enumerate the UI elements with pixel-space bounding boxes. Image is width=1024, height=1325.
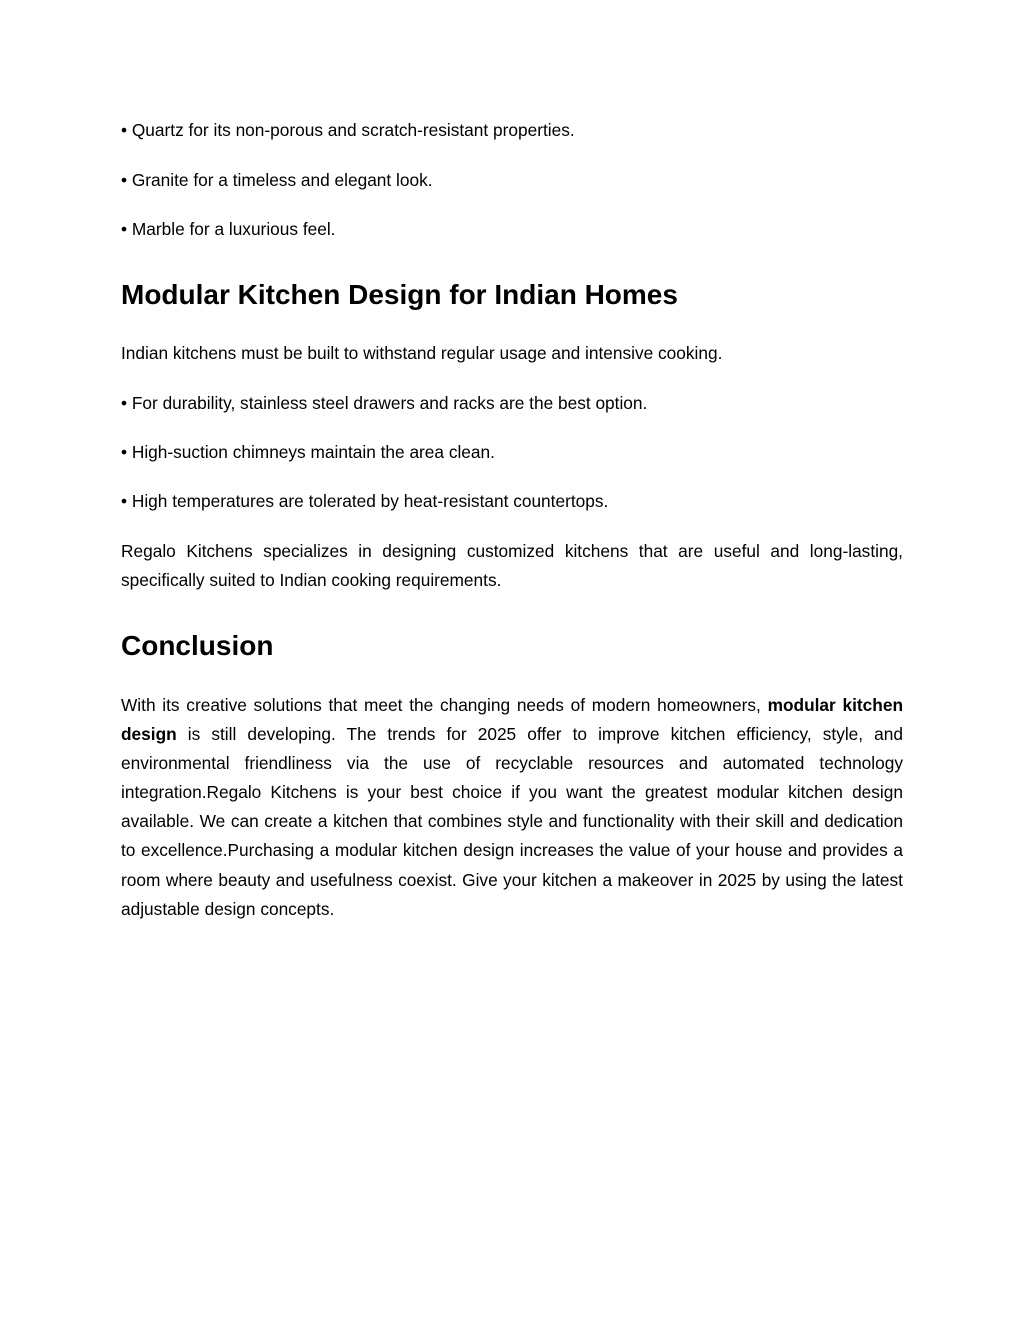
conclusion-text-end: is still developing. The trends for 2025 offer to improve kitchen efficiency, style, and environmental friendliness via the use of recyclable resources and automated technology integration.Regalo Kitchens is your best choice if you want the greatest modular kitchen design available. We can create a kitchen that combines style and functionality with their skill and dedication to excellence.Purchasing a modular kitchen design increases the value of your house and provides a room where beauty and usefulness coexist. Give your kitchen a makeover in 2025 by using the latest adjustable design concepts. xyxy=(121,724,903,919)
indian-homes-intro: Indian kitchens must be built to withstand regular usage and intensive cooking. xyxy=(121,343,723,363)
conclusion-text-start: With its creative solutions that meet the changing needs of modern homeowners, xyxy=(121,695,768,715)
countertop-bullet-quartz: • Quartz for its non-porous and scratch-resistant properties. xyxy=(121,120,575,140)
indian-homes-heading: Modular Kitchen Design for Indian Homes xyxy=(121,279,678,310)
conclusion-paragraph xyxy=(121,691,903,924)
countertop-bullet-marble: • Marble for a luxurious feel. xyxy=(121,219,336,239)
conclusion-heading: Conclusion xyxy=(121,630,274,661)
indian-homes-closing: Regalo Kitchens specializes in designing customized kitchens that are useful and long-lasting, specifically suited to Indian cooking requirements. xyxy=(121,541,903,591)
indian-bullet-steel: • For durability, stainless steel drawers and racks are the best option. xyxy=(121,393,648,413)
conclusion-bold-phrase: modular kitchen design xyxy=(121,695,903,745)
indian-bullet-countertops: • High temperatures are tolerated by heat-resistant countertops. xyxy=(121,491,609,511)
countertop-bullet-granite: • Granite for a timeless and elegant look. xyxy=(121,170,433,190)
indian-bullet-chimney: • High-suction chimneys maintain the area clean. xyxy=(121,442,495,462)
